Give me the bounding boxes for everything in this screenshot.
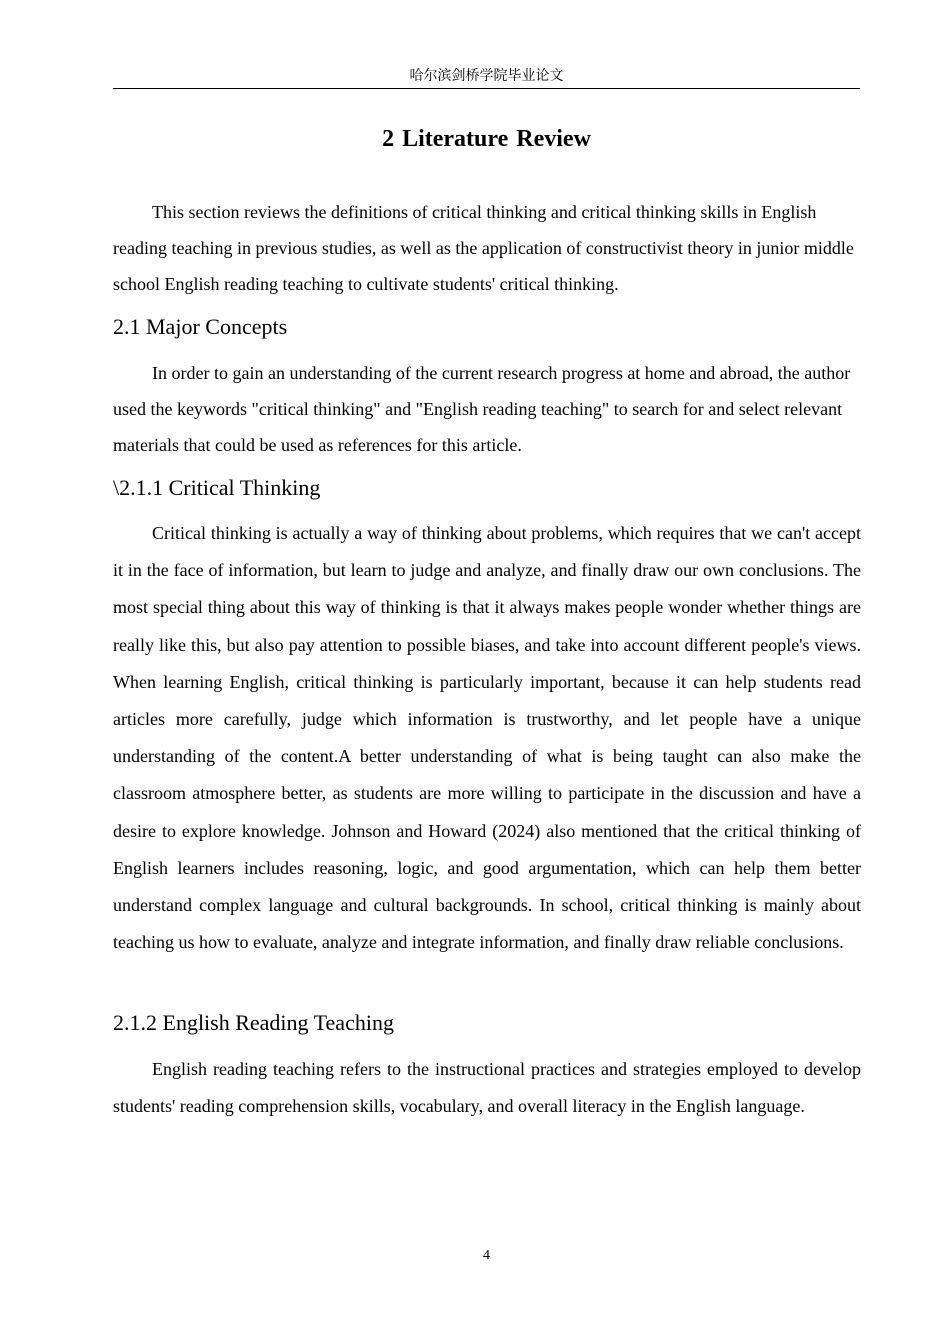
major-concepts-paragraph: In order to gain an understanding of the current research progress at home and abroad, the author used the keywords "critical thinking" and "English reading teaching" to search for and select relevant materials that could be used as references for this article. xyxy=(113,363,851,455)
chapter-title: 2 Literature Review xyxy=(382,126,591,152)
section-heading-english-reading-teaching: 2.1.2 English Reading Teaching xyxy=(113,1010,394,1035)
intro-paragraph: This section reviews the definitions of critical thinking and critical thinking skills in English reading teaching in previous studies, as well as the application of constructivist theory in junior middle school English reading teaching to cultivate students' critical thinking. xyxy=(113,202,854,294)
critical-thinking-paragraph: Critical thinking is actually a way of thinking about problems, which requires that we can't accept it in the face of information, but learn to judge and analyze, and finally draw our own conclusions. The most special thing about this way of thinking is that it always makes people wonder whether things are really like this, but also pay attention to possible biases, and take into account different people's views. When learning English, critical thinking is particularly important, because it can help students read articles more carefully, judge which information is trustworthy, and let people have a unique understanding of the content.A better understanding of what is being taught can also make the classroom atmosphere better, as students are more willing to participate in the discussion and have a desire to explore knowledge. Johnson and Howard (2024) also mentioned that the critical thinking of English learners includes reasoning, logic, and good argumentation, which can help them better understand complex language and cultural backgrounds. In school, critical thinking is mainly about teaching us how to evaluate, analyze and integrate information, and finally draw reliable conclusions. xyxy=(113,523,861,953)
page-number: 4 xyxy=(483,1248,490,1263)
section-heading-major-concepts: 2.1 Major Concepts xyxy=(113,314,288,339)
header-divider xyxy=(113,88,860,89)
english-reading-teaching-paragraph: English reading teaching refers to the instructional practices and strategies employed to develop students' reading comprehension skills, vocabulary, and overall literacy in the English language. xyxy=(113,1059,861,1116)
running-header: 哈尔滨剑桥学院毕业论文 xyxy=(409,68,564,84)
section-heading-critical-thinking: \2.1.1 Critical Thinking xyxy=(113,475,321,500)
